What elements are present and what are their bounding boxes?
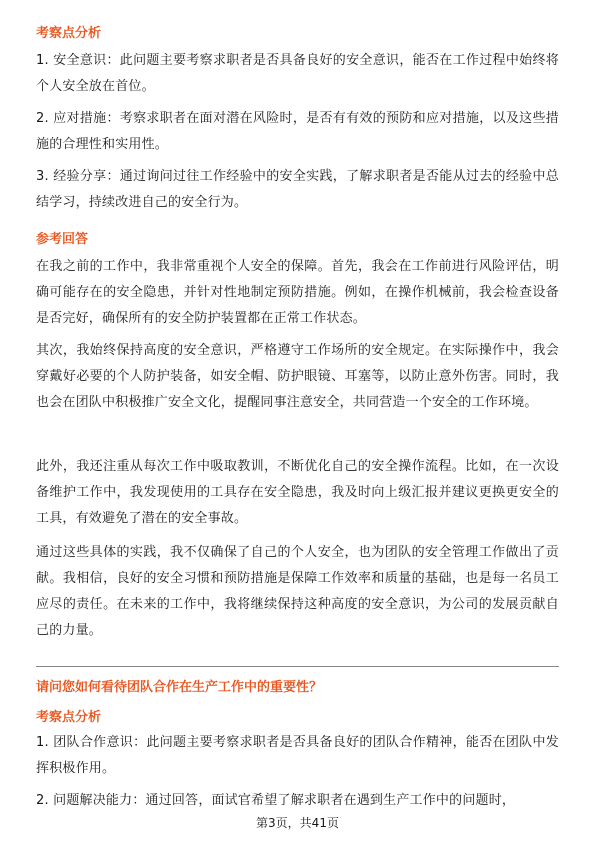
analysis-item: 3. 经验分享：通过询问过往工作经验中的安全实践，了解求职者是否能从过去的经验中总结学习，持续改进自己的安全行为。	[36, 169, 559, 210]
answer-paragraph-wrap	[36, 454, 559, 532]
analysis-section-2	[36, 708, 559, 728]
analysis-item: 2. 应对措施：考察求职者在面对潜在风险时，是否有有效的预防和应对措施，以及这些措施的合理性和实用性。	[36, 111, 559, 152]
divider-wrap	[36, 666, 559, 667]
answer-paragraph-wrap	[36, 540, 559, 644]
section-title-answer: 参考回答	[36, 232, 89, 247]
analysis-item-wrap	[36, 106, 559, 158]
answer-paragraph: 其次，我始终保持高度的安全意识，严格遵守工作场所的安全规定。在实际操作中，我会穿戴好必要的个人防护装备，如安全帽、防护眼镜、耳塞等，以防止意外伤害。同时，我也会在团队中积极推广安全文化，提醒同事注意安全，共同营造一个安全的工作环境。	[36, 343, 559, 410]
answer-paragraph-wrap	[36, 338, 559, 416]
section-title-analysis: 考察点分析	[36, 710, 102, 725]
section-divider	[36, 666, 559, 667]
analysis-item: 1. 团队合作意识：此问题主要考察求职者是否具备良好的团队合作精神，能否在团队中发挥积极作用。	[36, 735, 559, 776]
question-title: 请问您如何看待团队合作在生产工作中的重要性？	[36, 680, 323, 695]
analysis-item-wrap	[36, 164, 559, 216]
answer-paragraph: 通过这些具体的实践，我不仅确保了自己的个人安全，也为团队的安全管理工作做出了贡献。我相信，良好的安全习惯和预防措施是保障工作效率和质量的基础，也是每一名员工应尽的责任。在未来的工作中，我将继续保持这种高度的安全意识，为公司的发展贡献自己的力量。	[36, 545, 559, 638]
analysis-item-wrap	[36, 730, 559, 782]
analysis-item: 2. 问题解决能力：通过回答，面试官希望了解求职者在遇到生产工作中的问题时，	[36, 793, 516, 808]
answer-paragraph: 在我之前的工作中，我非常重视个人安全的保障。首先，我会在工作前进行风险评估，明确可能存在的安全隐患，并针对性地制定预防措施。例如，在操作机械前，我会检查设备是否完好，确保所有的安全防护装置都在正常工作状态。	[36, 259, 559, 326]
page-footer: 第3页，共41页	[256, 816, 339, 830]
analysis-item-wrap	[36, 788, 559, 814]
answer-paragraph: 此外，我还注重从每次工作中吸取教训，不断优化自己的安全操作流程。比如，在一次设备维护工作中，我发现使用的工具存在安全隐患，我及时向上级汇报并建议更换更安全的工具，有效避免了潜在的安全事故。	[36, 459, 559, 526]
question-wrap	[36, 678, 559, 698]
answer-section	[36, 230, 559, 250]
section-title-analysis: 考察点分析	[36, 26, 102, 41]
analysis-section-1	[36, 24, 559, 44]
analysis-item: 1. 安全意识：此问题主要考察求职者是否具备良好的安全意识，能否在工作过程中始终将个人安全放在首位。	[36, 53, 559, 94]
answer-paragraph-wrap	[36, 254, 559, 332]
analysis-list-1	[36, 48, 559, 100]
